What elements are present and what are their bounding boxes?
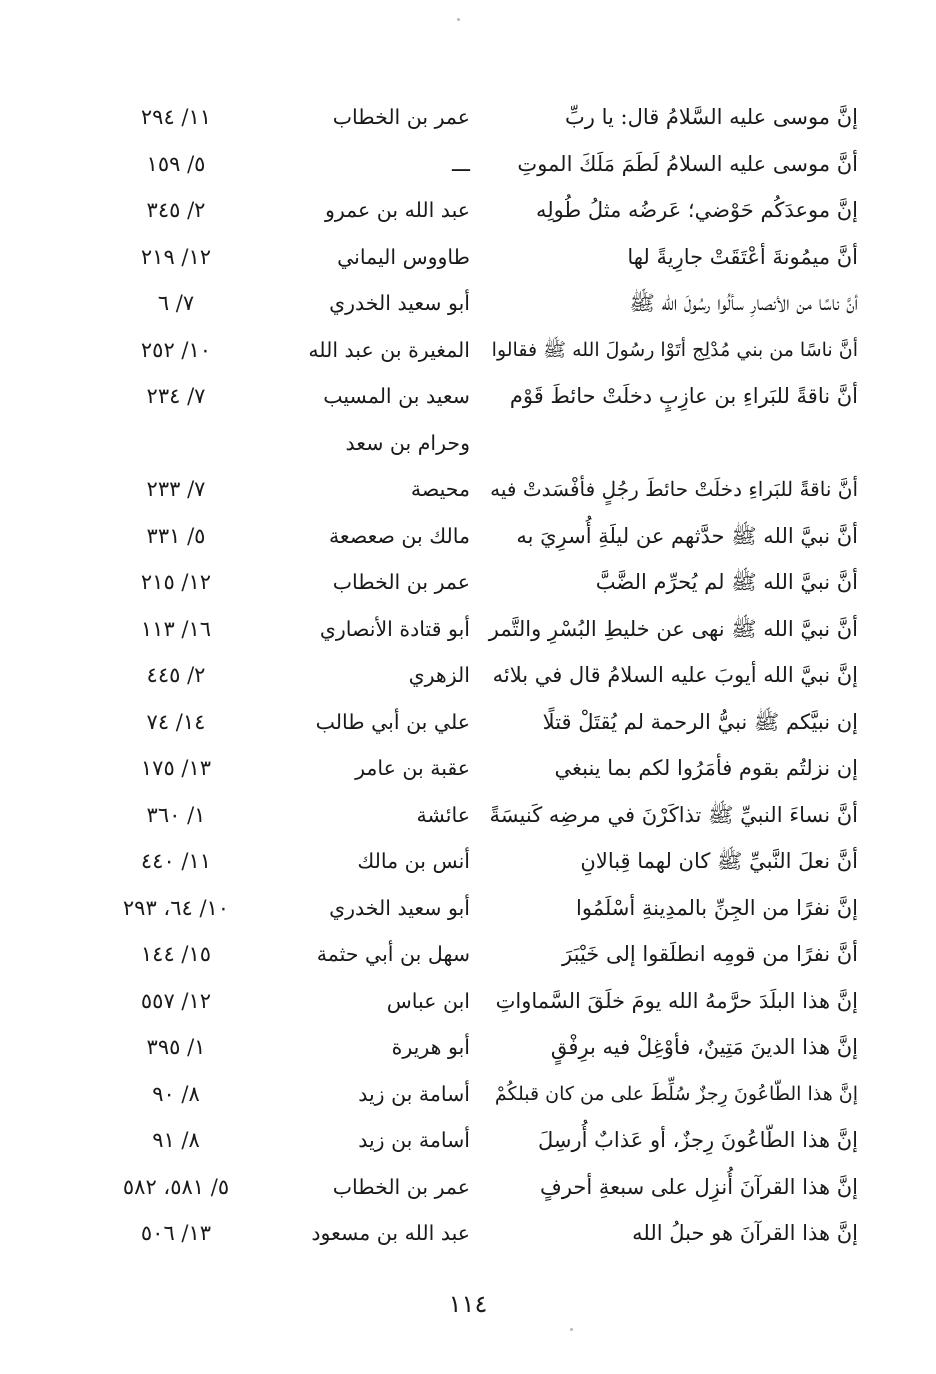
narrator-name: عمر بن الخطاب [332, 105, 470, 129]
volume-page-reference: ٧/ ٢٣٣ [146, 477, 206, 501]
volume-page-reference [96, 420, 256, 467]
hadith-text: إنَّ موسى عليه السَّلامُ قال: يا ربِّ [564, 105, 858, 129]
hadith-text: أنَّ ناسًا من الأنصارِ سألُوا رسُولَ الله ﷺ [629, 291, 858, 315]
hadith-text: إنَّ موعدَكُم حَوْضي؛ عَرضُه مثلُ طُولِه [535, 198, 858, 222]
hadith-text: أنَّ ميمُونةَ أعْتَقَتْ جارِيةً لها [627, 244, 858, 269]
index-row [96, 513, 858, 560]
index-row [96, 838, 858, 885]
hadith-text: إنَّ هذا القرآنَ هو حبلُ الله [632, 1221, 858, 1245]
hadith-text: أنَّ نفرًا من قومِه انطلَقوا إلى خَيْبَرَ [562, 942, 858, 966]
hadith-text: إنَّ هذا الدينَ مَتِينٌ، فأوْغِلْ فيه برِفْقٍ [550, 1035, 858, 1059]
narrator-name: عبد الله بن عمرو [324, 198, 470, 222]
hadith-text: إنَّ هذا الطّاعُونَ رِجزٌ سُلِّطَ على من كان قبلكُمْ [494, 1082, 858, 1105]
narrator-name: عبد الله بن مسعود [311, 1221, 470, 1245]
narrator-name: أبو قتادة الأنصاري [319, 616, 470, 641]
volume-page-reference: ٥/ ٣٣١ [146, 523, 206, 548]
hadith-text: أنَّ ناسًا من بني مُدْلِج أتَوْا رسُولَ الله ﷺ فقالوا [491, 338, 858, 361]
volume-page-reference: ٧/ ٢٣٤ [146, 384, 206, 408]
narrator-name: أبو سعيد الخدري [329, 895, 470, 920]
hadith-text: أنَّ ناقةً للبَراءِ بن عازِبٍ دخلَتْ حائطَ قَوْم [509, 384, 858, 408]
hadith-text [486, 420, 858, 467]
page-number: ١١٤ [448, 1290, 488, 1318]
narrator-name: عمر بن الخطاب [332, 1174, 470, 1199]
index-row [96, 1210, 858, 1257]
narrator-name: الزهري [408, 663, 470, 687]
index-row [96, 280, 858, 327]
narrator-name: أسامة بن زيد [358, 1128, 470, 1152]
volume-page-reference: ١٢/ ٢١٥ [140, 570, 212, 594]
narrator-name: وحرام بن سعد [345, 430, 470, 455]
index-row [96, 978, 858, 1025]
hadith-text: إنَّ هذا الطّاعُونَ رِجزٌ، أو عَذابٌ أُرسِلَ [538, 1128, 858, 1152]
scan-speck [457, 18, 460, 21]
index-row [96, 141, 858, 188]
hadith-text: أنَّ نساءَ النبيِّ ﷺ تذاكَرْنَ في مرضِه كَنيسَةً [489, 802, 858, 827]
hadith-text: إنَّ نفرًا من الجِنِّ بالمدِينةِ أسْلَمُوا [576, 895, 858, 920]
volume-page-reference: ٢/ ٣٤٥ [146, 198, 206, 222]
hadith-text: أنَّ نعلَ النَّبيِّ ﷺ كان لهما قِبالانِ [580, 849, 858, 873]
hadith-text: أنَّ نبيَّ الله ﷺ حدَّثهم عن ليلَةِ أُسرِيَ به [516, 523, 858, 548]
narrator-name: سهل بن أبي حثمة [316, 942, 470, 966]
narrator-name: المغيرة بن عبد الله [308, 337, 470, 362]
index-row [96, 373, 858, 420]
scan-speck [570, 1328, 573, 1331]
index-row [96, 931, 858, 978]
volume-page-reference: ١٣/ ٥٠٦ [140, 1221, 212, 1245]
hadith-text: أنَّ موسى عليه السلامُ لَطَمَ مَلَكَ الموتِ [517, 151, 858, 176]
hadith-text: إنَّ هذا القرآنَ أُنزِل على سبعةِ أحرفٍ [540, 1174, 858, 1199]
narrator-name: علي بن أبي طالب [315, 709, 470, 734]
index-row [96, 1117, 858, 1164]
hadith-text: أنَّ نبيَّ الله ﷺ لم يُحرِّم الضَّبَّ [595, 570, 858, 594]
narrator-name: محيصة [410, 477, 470, 501]
index-row [96, 606, 858, 653]
narrator-name: أبو سعيد الخدري [329, 291, 470, 315]
volume-page-reference: ١٥/ ١٤٤ [140, 942, 212, 966]
hadith-text: إن نبيَّكم ﷺ نبيُّ الرحمة لم يُقتَلْ قتلًا [542, 709, 858, 734]
narrator-name: ـــ [451, 151, 470, 176]
volume-page-reference: ١١/ ٤٤٠ [140, 849, 212, 873]
index-row [96, 699, 858, 746]
index-row [96, 187, 858, 234]
volume-page-reference: ١٤/ ٧٤ [146, 709, 206, 734]
narrator-name: أنس بن مالك [357, 849, 470, 873]
volume-page-reference: ١/ ٣٦٠ [146, 802, 206, 827]
index-row [96, 1024, 858, 1071]
narrator-name: ابن عباس [386, 988, 470, 1013]
narrator-name: سعيد بن المسيب [323, 384, 470, 408]
narrator-name: أبو هريرة [391, 1035, 470, 1059]
index-row [96, 792, 858, 839]
volume-page-reference: ١٦/ ١١٣ [140, 616, 212, 641]
hadith-text: إنَّ نبيَّ الله أيوبَ عليه السلامُ قال في بلائه [492, 663, 858, 687]
index-row [96, 652, 858, 699]
narrator-name: مالك بن صعصعة [328, 523, 470, 548]
narrator-name: طاووس اليماني [337, 244, 470, 269]
volume-page-reference: ٧/ ٦ [157, 291, 195, 315]
volume-page-reference: ١/ ٣٩٥ [146, 1035, 206, 1059]
hadith-index-table [96, 94, 858, 1257]
volume-page-reference: ١٣/ ١٧٥ [140, 756, 212, 780]
narrator-name: عقبة بن عامر [355, 756, 470, 780]
volume-page-reference: ٢/ ٤٤٥ [146, 663, 206, 687]
narrator-name: عمر بن الخطاب [332, 570, 470, 594]
narrator-name: عائشة [416, 802, 470, 827]
index-row [96, 420, 858, 467]
index-row [96, 745, 858, 792]
index-row [96, 327, 858, 374]
narrator-name: أسامة بن زيد [358, 1081, 470, 1106]
volume-page-reference: ١٢/ ٥٥٧ [140, 988, 212, 1013]
volume-page-reference: ٥/ ٥٨١، ٥٨٢ [122, 1174, 230, 1199]
index-row [96, 559, 858, 606]
hadith-text: أنَّ ناقةً للبَراءِ دخلَتْ حائطَ رجُلٍ فأفْسَدتْ فيه [490, 477, 858, 501]
index-row [96, 885, 858, 932]
index-row [96, 1164, 858, 1211]
volume-page-reference: ١٠/ ٢٥٢ [140, 337, 212, 362]
index-row [96, 1071, 858, 1118]
index-row [96, 94, 858, 141]
volume-page-reference: ٨/ ٩١ [152, 1128, 200, 1152]
hadith-text: إن نزلتُم بقوم فأمَرُوا لكم بما ينبغي [554, 756, 858, 780]
volume-page-reference: ١٠/ ٦٤، ٢٩٣ [122, 895, 230, 920]
volume-page-reference: ١١/ ٢٩٤ [140, 105, 212, 129]
hadith-text: إنَّ هذا البلَدَ حرَّمهُ الله يومَ خلَقَ السَّماواتِ [495, 988, 858, 1013]
index-row [96, 234, 858, 281]
volume-page-reference: ١٢/ ٢١٩ [140, 244, 212, 269]
index-row [96, 466, 858, 513]
volume-page-reference: ٥/ ١٥٩ [146, 151, 206, 176]
volume-page-reference: ٨/ ٩٠ [152, 1081, 200, 1106]
hadith-text: أنَّ نبيَّ الله ﷺ نهى عن خليطِ البُسْرِ والتَّمر [488, 616, 858, 641]
